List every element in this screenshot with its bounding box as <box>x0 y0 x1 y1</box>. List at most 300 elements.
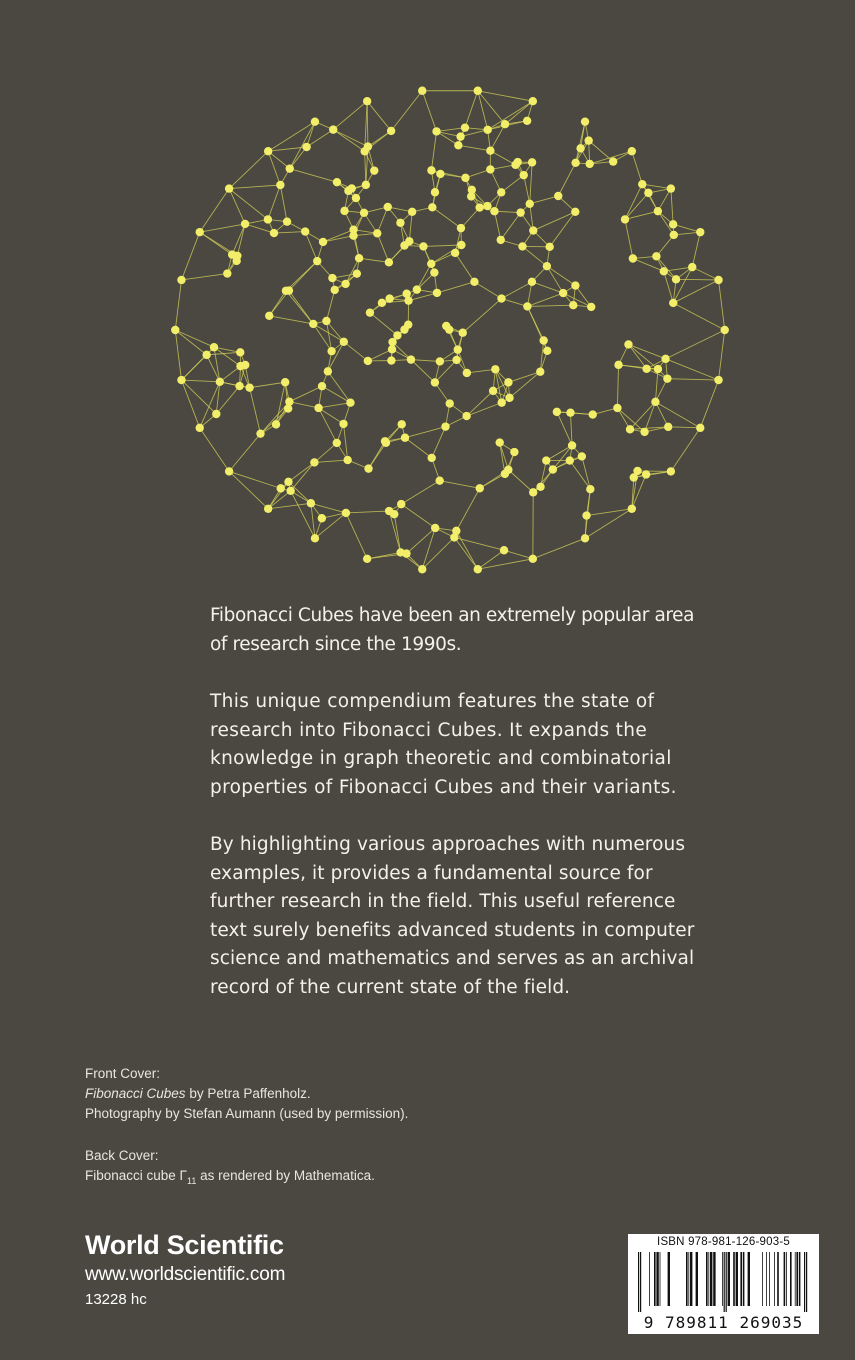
graph-node <box>628 505 636 513</box>
graph-node <box>661 355 669 363</box>
graph-node <box>427 166 435 174</box>
graph-edge <box>431 131 436 170</box>
graph-edge <box>314 460 347 462</box>
graph-edge <box>359 258 389 262</box>
graph-node <box>529 488 537 496</box>
graph-node <box>454 345 462 353</box>
back-cover-desc-subscript: 11 <box>187 1176 197 1186</box>
graph-node <box>529 555 537 563</box>
graph-node <box>664 423 672 431</box>
graph-node <box>670 231 678 239</box>
graph-node <box>430 268 438 276</box>
product-code: 13228 hc <box>85 1291 147 1308</box>
graph-edge <box>377 207 387 233</box>
graph-edge <box>319 408 337 443</box>
graph-node <box>401 434 409 442</box>
graph-node <box>431 524 439 532</box>
graph-edge <box>587 509 632 516</box>
graph-node <box>626 425 634 433</box>
graph-edge <box>229 471 268 508</box>
graph-node <box>264 215 272 223</box>
graph-node <box>589 410 597 418</box>
graph-edge <box>630 402 655 429</box>
graph-edge <box>268 185 280 219</box>
graph-node <box>241 361 249 369</box>
graph-edge <box>305 232 317 262</box>
graph-edge <box>524 175 530 204</box>
graph-edge <box>582 456 590 489</box>
graph-node <box>468 186 476 194</box>
graph-node <box>497 294 505 302</box>
graph-node <box>545 243 553 251</box>
graph-edge <box>229 434 260 472</box>
graph-edge <box>367 101 391 131</box>
graph-node <box>475 203 483 211</box>
graph-edge <box>719 280 725 330</box>
graph-node <box>644 189 652 197</box>
graph-edge <box>250 382 286 387</box>
graph-node <box>566 409 574 417</box>
graph-edge <box>454 537 504 550</box>
graph-node <box>528 278 536 286</box>
barcode-bar <box>769 1252 770 1306</box>
graph-node <box>474 565 482 573</box>
graph-node <box>264 147 272 155</box>
graph-edge <box>666 359 719 380</box>
graph-node <box>640 428 648 436</box>
graph-edge <box>333 101 367 129</box>
graph-node <box>235 382 243 390</box>
graph-edge <box>322 386 350 403</box>
graph-edge <box>432 427 446 458</box>
graph-edge <box>558 163 575 196</box>
graph-edge <box>533 538 585 558</box>
graph-edge <box>333 130 364 152</box>
graph-node <box>529 97 537 105</box>
front-cover-heading: Front Cover: <box>85 1066 161 1081</box>
graph-node <box>436 170 444 178</box>
barcode-guard-bar <box>806 1252 807 1312</box>
graph-node <box>660 267 668 275</box>
graph-edge <box>490 151 515 165</box>
graph-node <box>311 534 319 542</box>
graph-node <box>457 224 465 232</box>
graph-node <box>667 467 675 475</box>
graph-edge <box>290 122 315 169</box>
graph-edge <box>323 230 354 242</box>
graph-node <box>352 194 360 202</box>
graph-edge <box>326 290 334 321</box>
graph-node <box>529 226 537 234</box>
publisher-url: www.worldscientific.com <box>85 1264 286 1285</box>
graph-node <box>450 533 458 541</box>
graph-edge <box>175 280 181 330</box>
graph-node <box>486 165 494 173</box>
graph-node <box>366 308 374 316</box>
graph-edge <box>200 224 245 232</box>
graph-node <box>387 127 395 135</box>
graph-node <box>324 367 332 375</box>
isbn-number: ISBN 978-981-126-903-5 <box>657 1236 790 1248</box>
graph-edge <box>245 224 274 233</box>
barcode-bar <box>799 1252 801 1306</box>
graph-edge <box>314 443 336 463</box>
graph-edge <box>286 291 313 324</box>
graph-edge <box>409 293 437 301</box>
graph-edge <box>323 236 353 242</box>
barcode-bar <box>686 1252 688 1306</box>
graph-node <box>362 181 370 189</box>
graph-edge <box>423 245 461 246</box>
graph-node <box>696 228 704 236</box>
graph-node <box>344 187 352 195</box>
graph-node <box>442 322 450 330</box>
graph-node <box>373 229 381 237</box>
graph-edge <box>467 403 502 416</box>
graph-node <box>651 398 659 406</box>
graph-node <box>549 465 557 473</box>
graph-node <box>523 117 531 125</box>
graph-node <box>539 336 547 344</box>
graph-node <box>586 485 594 493</box>
graph-node <box>333 178 341 186</box>
front-cover-photo-credit: Photography by Stefan Aumann (used by permission). <box>85 1106 409 1121</box>
graph-edge <box>307 130 334 147</box>
artwork-title: Fibonacci Cubes <box>85 1086 186 1101</box>
graph-node <box>688 263 696 271</box>
graph-edge <box>501 175 523 192</box>
graph-node <box>459 329 467 337</box>
graph-edge <box>175 330 214 347</box>
graph-node <box>462 412 470 420</box>
graph-node <box>543 262 551 270</box>
graph-node <box>385 294 393 302</box>
graph-node <box>621 215 629 223</box>
graph-node <box>559 289 567 297</box>
graph-node <box>419 242 427 250</box>
barcode-bar <box>722 1252 723 1306</box>
graph-node <box>349 225 357 233</box>
graph-edge <box>625 184 642 219</box>
graph-edge <box>200 189 229 233</box>
graph-node <box>696 424 704 432</box>
back-cover-desc-suffix: as rendered by Mathematica. <box>196 1168 375 1183</box>
graph-edge <box>530 196 559 204</box>
graph-node <box>669 220 677 228</box>
graph-node <box>500 546 508 554</box>
graph-node <box>283 217 291 225</box>
graph-node <box>431 188 439 196</box>
graph-node <box>340 338 348 346</box>
graph-node <box>223 269 231 277</box>
graph-node <box>584 136 592 144</box>
graph-node <box>490 207 498 215</box>
graph-edge <box>344 342 368 361</box>
artwork-artist: by Petra Paffenholz. <box>185 1086 311 1101</box>
graph-node <box>663 374 671 382</box>
graph-node <box>489 387 497 395</box>
back-cover-credits <box>85 1146 375 1191</box>
graph-node <box>216 378 224 386</box>
graph-node <box>433 289 441 297</box>
barcode-guard-bar <box>726 1252 727 1312</box>
graph-node <box>451 249 459 257</box>
graph-node <box>652 252 660 260</box>
graph-node <box>629 254 637 262</box>
graph-node <box>486 147 494 155</box>
graph-node <box>270 229 278 237</box>
barcode-bar <box>774 1252 775 1306</box>
graph-node <box>569 301 577 309</box>
graph-edge <box>589 141 613 162</box>
graph-edge <box>532 282 563 293</box>
graph-node <box>177 376 185 384</box>
graph-edge <box>401 481 439 504</box>
graph-edge <box>409 212 412 241</box>
graph-node <box>265 312 273 320</box>
barcode-bar <box>790 1252 792 1306</box>
graph-node <box>672 275 680 283</box>
graph-edge <box>458 145 490 150</box>
graph-edge <box>585 509 632 539</box>
barcode-bar <box>736 1252 738 1306</box>
graph-node <box>381 437 389 445</box>
graph-node <box>353 269 361 277</box>
graph-edge <box>181 380 219 382</box>
graph-node <box>566 456 574 464</box>
graph-node <box>310 458 318 466</box>
barcode-bar <box>708 1252 709 1306</box>
graph-edge <box>527 293 563 306</box>
graph-edge <box>501 282 531 299</box>
blurb-paragraph-2: This unique compendium features the state of research into Fibonacci Cubes. It expands the knowledge in graph theoretic and combinatorial properties of Fibonacci Cubes and their variants. <box>210 691 677 798</box>
barcode-bar <box>656 1252 658 1306</box>
graph-edge <box>200 382 220 428</box>
graph-node <box>428 454 436 462</box>
graph-node <box>536 483 544 491</box>
graph-node <box>343 456 351 464</box>
graph-edge <box>671 428 700 472</box>
graph-edge <box>504 550 533 559</box>
graph-node <box>587 303 595 311</box>
graph-node <box>457 241 465 249</box>
graph-edge <box>508 470 533 493</box>
graph-node <box>470 278 478 286</box>
graph-edge <box>175 330 181 380</box>
graph-node <box>202 351 210 359</box>
graph-node <box>236 348 244 356</box>
graph-edge <box>411 360 435 383</box>
graph-node <box>232 257 240 265</box>
graph-node <box>432 127 440 135</box>
graph-node <box>476 484 484 492</box>
graph-node <box>286 164 294 172</box>
graph-edge <box>508 372 540 383</box>
graph-edge <box>668 427 700 428</box>
graph-edge <box>181 380 216 414</box>
graph-node <box>245 383 253 391</box>
graph-node <box>396 219 404 227</box>
graph-node <box>638 180 646 188</box>
graph-edge <box>671 189 673 225</box>
graph-edge <box>625 219 633 258</box>
graph-edge <box>547 266 563 293</box>
graph-edge <box>333 130 368 147</box>
graph-node <box>474 87 482 95</box>
graph-node <box>582 511 590 519</box>
graph-node <box>307 499 315 507</box>
graph-node <box>413 285 421 293</box>
graph-edge <box>175 330 206 355</box>
graph-edge <box>463 299 502 333</box>
graph-node <box>483 126 491 134</box>
graph-edge <box>478 91 533 101</box>
graph-node <box>405 237 413 245</box>
graph-node <box>408 208 416 216</box>
graph-edge <box>673 303 724 330</box>
graph-edge <box>269 291 286 316</box>
graph-edge <box>411 360 440 362</box>
graph-node <box>360 209 368 217</box>
graph-node <box>576 144 584 152</box>
barcode-bar <box>668 1252 670 1306</box>
graph-node <box>721 326 729 334</box>
graph-node <box>333 439 341 447</box>
barcode-bar <box>733 1252 735 1306</box>
graph-edge <box>405 438 432 458</box>
graph-node <box>342 509 350 517</box>
graph-edge <box>346 513 367 559</box>
barcode-guard-bar <box>804 1252 805 1312</box>
graph-node <box>385 258 393 266</box>
graph-node <box>364 142 372 150</box>
graph-node <box>418 565 426 573</box>
barcode-bar <box>795 1252 796 1306</box>
graph-node <box>461 123 469 131</box>
graph-node <box>542 456 550 464</box>
graph-edge <box>440 481 480 489</box>
graph-edge <box>367 101 368 146</box>
graph-node <box>364 464 372 472</box>
graph-node <box>397 500 405 508</box>
graph-node <box>446 399 454 407</box>
graph-edge <box>625 193 648 220</box>
back-cover-desc-prefix: Fibonacci cube Γ <box>85 1168 187 1183</box>
graph-node <box>642 365 650 373</box>
graph-edge <box>269 316 313 324</box>
graph-edge <box>676 279 718 280</box>
graph-node <box>286 487 294 495</box>
graph-node <box>171 326 179 334</box>
graph-edge <box>478 559 533 569</box>
graph-edge <box>673 280 718 303</box>
graph-edge <box>530 162 532 203</box>
graph-node <box>272 420 280 428</box>
graph-node <box>340 207 348 215</box>
graph-node <box>463 369 471 377</box>
graph-node <box>264 505 272 513</box>
graph-edge <box>467 391 493 416</box>
graph-edge <box>346 511 389 513</box>
graph-edge <box>216 386 239 414</box>
barcode-bar <box>743 1252 745 1306</box>
graph-node <box>431 378 439 386</box>
barcode-guard-bar <box>638 1252 639 1312</box>
graph-node <box>571 281 579 289</box>
graph-node <box>402 290 410 298</box>
graph-node <box>427 260 435 268</box>
graph-edge <box>656 256 676 279</box>
graph-node <box>363 555 371 563</box>
graph-node <box>285 398 293 406</box>
graph-node <box>341 280 349 288</box>
graph-node <box>387 356 395 364</box>
graph-node <box>523 302 531 310</box>
graph-edge <box>229 471 281 488</box>
graph-node <box>314 404 322 412</box>
back-cover-description <box>85 1166 375 1191</box>
graph-node <box>370 166 378 174</box>
graph-node <box>225 184 233 192</box>
graph-node <box>461 174 469 182</box>
graph-node <box>339 420 347 428</box>
barcode-bar <box>728 1252 730 1306</box>
graph-node <box>495 438 503 446</box>
graph-edge <box>547 266 576 285</box>
graph-edge <box>527 305 573 306</box>
graph-edge <box>628 344 657 369</box>
graph-edge <box>229 151 268 188</box>
ean-digits: 9 789811 269035 <box>643 1313 804 1332</box>
graph-edge <box>181 232 199 280</box>
graph-node <box>282 287 290 295</box>
graph-edge <box>437 282 474 293</box>
graph-node <box>456 132 464 140</box>
barcode-bar <box>710 1252 712 1306</box>
barcode-bar <box>649 1252 650 1306</box>
graph-node <box>669 299 677 307</box>
graph-node <box>514 158 522 166</box>
graph-edge <box>432 207 461 228</box>
graph-node <box>241 220 249 228</box>
graph-edge <box>642 184 671 188</box>
graph-edge <box>633 259 664 272</box>
graph-node <box>276 181 284 189</box>
graph-node <box>454 141 462 149</box>
graph-node <box>536 368 544 376</box>
graph-node <box>327 347 335 355</box>
barcode-bar <box>784 1252 786 1306</box>
graph-edge <box>692 232 700 267</box>
graph-edge <box>370 313 397 336</box>
graph-edge <box>570 461 591 490</box>
graph-node <box>667 184 675 192</box>
graph-node <box>363 97 371 105</box>
graph-node <box>364 357 372 365</box>
graph-edge <box>328 371 351 402</box>
graph-node <box>483 202 491 210</box>
graph-edge <box>311 503 346 513</box>
graph-edge <box>673 267 692 303</box>
barcode-bar <box>762 1252 763 1306</box>
graph-node <box>571 208 579 216</box>
graph-edge <box>456 531 477 569</box>
graph-edge <box>401 504 435 528</box>
graph-edge <box>220 382 250 388</box>
graph-node <box>543 347 551 355</box>
graph-node <box>256 429 264 437</box>
graph-edge <box>391 91 422 131</box>
